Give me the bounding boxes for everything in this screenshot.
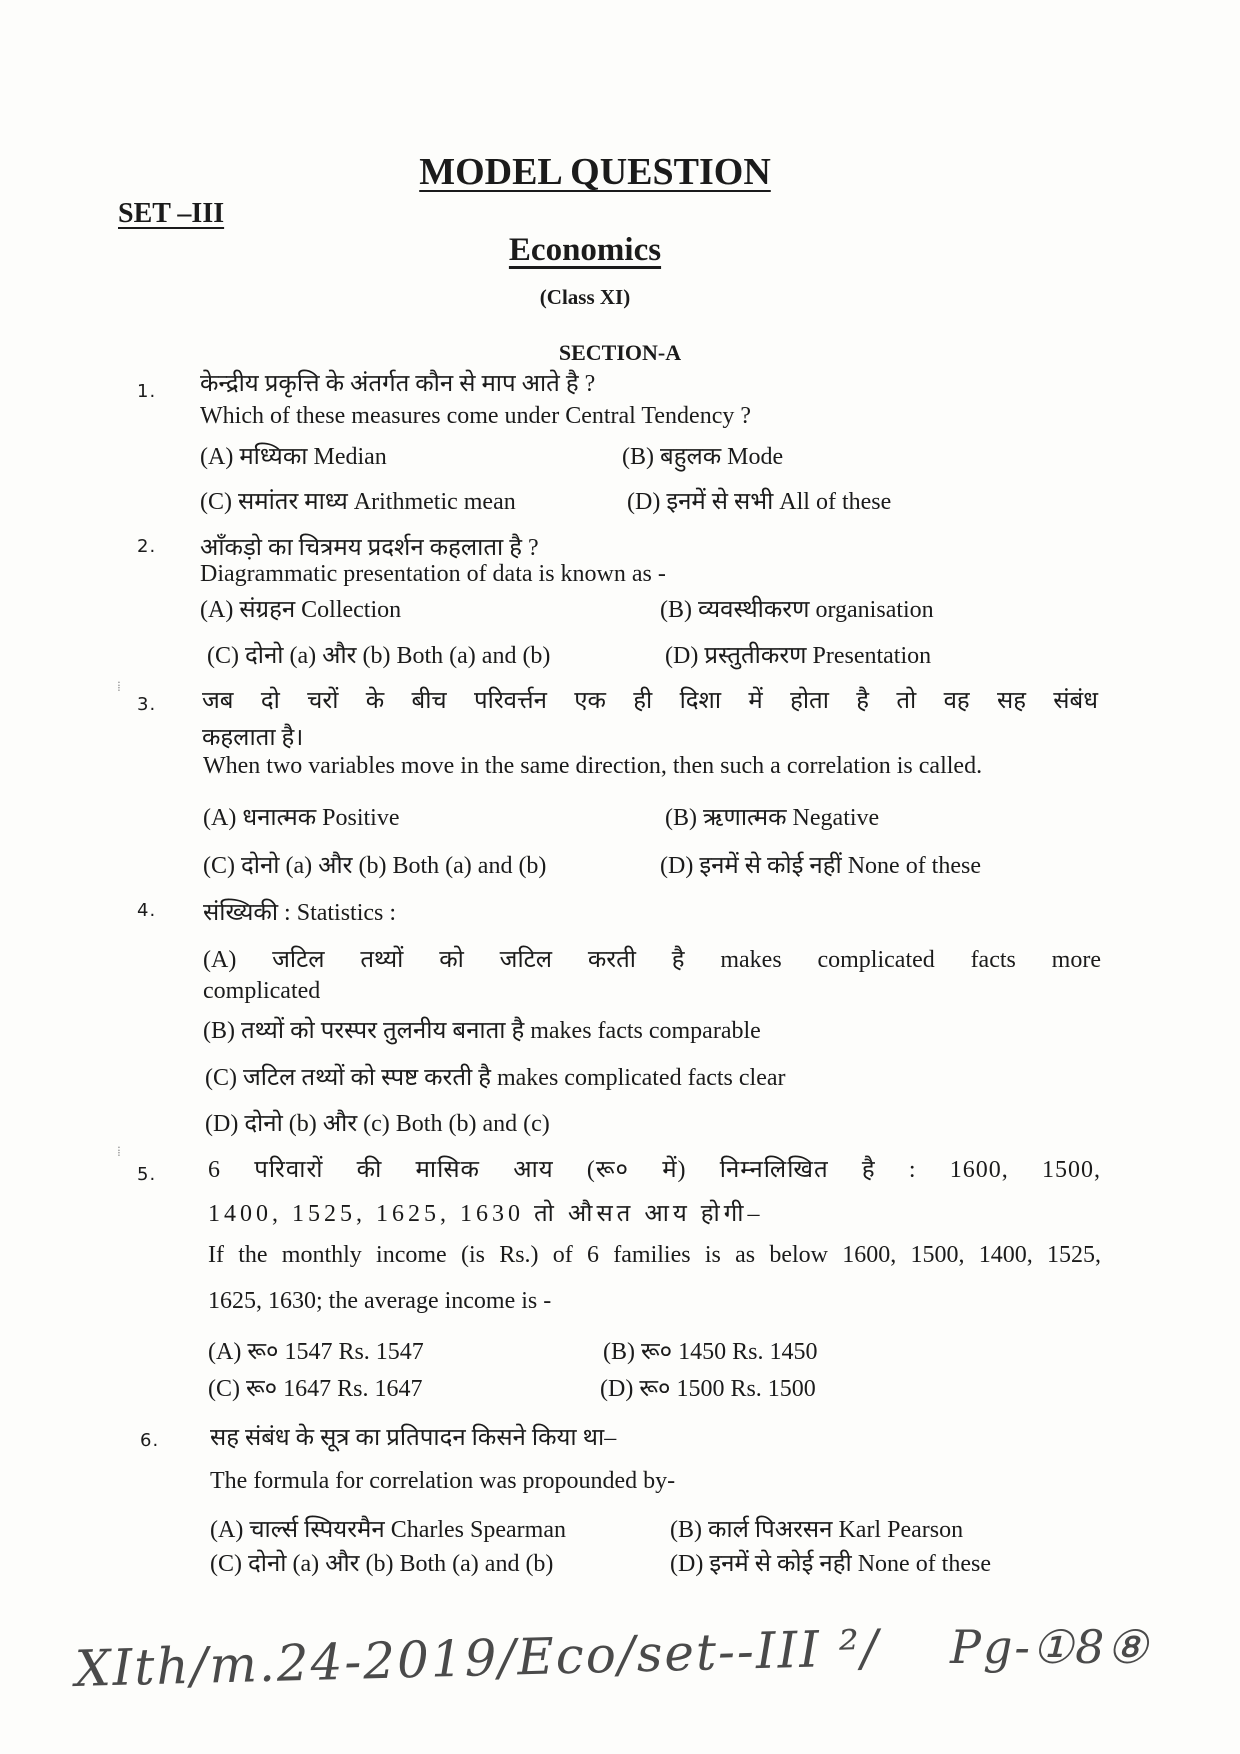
option-a: (A) मध्यिका Median — [200, 444, 387, 470]
question-number: 3. — [137, 694, 157, 715]
question-stem: संख्यिकी : Statistics : — [203, 900, 397, 926]
question-number: 1. — [137, 381, 157, 402]
option-b: (B) ऋणात्मक Negative — [665, 805, 880, 831]
option-d: (D) इनमें से सभी All of these — [627, 489, 892, 515]
question-english: When two variables move in the same direction, then such a correlation is called. — [203, 753, 983, 779]
option-d: (D) दोनो (b) और (c) Both (b) and (c) — [205, 1111, 550, 1137]
question-number: 2. — [137, 536, 157, 557]
option-b: (B) बहुलक Mode — [622, 444, 784, 470]
scan-mark: ⁞ — [117, 1145, 121, 1160]
option-c: (C) दोनो (a) और (b) Both (a) and (b) — [210, 1551, 554, 1577]
option-c: (C) जटिल तथ्यों को स्पष्ट करती है makes complicated facts clear — [205, 1065, 786, 1091]
scan-mark: ⁞ — [117, 680, 121, 695]
option-b: (B) तथ्यों को परस्पर तुलनीय बनाता है makes facts comparable — [203, 1018, 761, 1044]
set-label: SET –III — [118, 198, 225, 229]
question-english: Which of these measures come under Central Tendency ? — [200, 403, 751, 429]
section-heading: SECTION-A — [558, 340, 682, 365]
question-hindi-line-1: 6 परिवारों की मासिक आय (रू० में) निम्नलिखित है : 1600, 1500, — [208, 1157, 1101, 1183]
option-a: (A) रू० 1547 Rs. 1547 — [208, 1339, 424, 1365]
question-number: 6. — [140, 1430, 160, 1451]
option-d: (D) इनमें से कोई नही None of these — [670, 1551, 991, 1577]
subject-title: Economics — [508, 232, 662, 268]
option-b: (B) व्यवस्थीकरण organisation — [660, 597, 934, 623]
option-d: (D) रू० 1500 Rs. 1500 — [600, 1376, 816, 1402]
question-hindi: केन्द्रीय प्रकृत्ति के अंतर्गत कौन से माप आते है ? — [200, 371, 596, 397]
option-c: (C) रू० 1647 Rs. 1647 — [208, 1376, 423, 1402]
option-b: (B) कार्ल पिअरसन Karl Pearson — [670, 1517, 964, 1543]
page-title: MODEL QUESTION — [419, 151, 771, 193]
option-c: (C) दोनो (a) और (b) Both (a) and (b) — [203, 853, 547, 879]
question-english: Diagrammatic presentation of data is known as - — [200, 561, 666, 587]
handwritten-code: XIth/m.24-2019/Eco/set--III ²/ — [74, 1618, 881, 1698]
question-hindi-line-2: कहलाता है। — [202, 725, 304, 751]
option-d: (D) प्रस्तुतीकरण Presentation — [665, 643, 932, 669]
option-d: (D) इनमें से कोई नहीं None of these — [660, 853, 981, 879]
handwritten-page-number: Pg-①8⑧ — [950, 1620, 1150, 1674]
question-hindi: सह संबंध के सूत्र का प्रतिपादन किसने किया था– — [210, 1425, 617, 1451]
question-number: 4. — [137, 900, 157, 921]
option-a: (A) धनात्मक Positive — [203, 805, 400, 831]
option-c: (C) समांतर माध्य Arithmetic mean — [200, 489, 516, 515]
question-english-line-1: If the monthly income (is Rs.) of 6 families is as below 1600, 1500, 1400, 1525, — [208, 1242, 1101, 1268]
question-hindi-line-2: 1400, 1525, 1625, 1630 तो औसत आय होगी– — [208, 1201, 764, 1227]
question-number: 5. — [137, 1164, 157, 1185]
option-a: (A) चार्ल्स स्पियरमैन Charles Spearman — [210, 1517, 566, 1543]
question-english: The formula for correlation was propounded by- — [210, 1468, 676, 1494]
option-a: (A) संग्रहन Collection — [200, 597, 402, 623]
question-hindi: आँकड़ो का चित्रमय प्रदर्शन कहलाता है ? — [200, 535, 539, 561]
question-hindi-line-1: जब दो चरों के बीच परिवर्त्तन एक ही दिशा में होता है तो वह सह संबंध — [202, 688, 1098, 714]
option-a-line-1: (A) जटिल तथ्यों को जटिल करती है makes complicated facts more — [203, 947, 1101, 973]
option-b: (B) रू० 1450 Rs. 1450 — [603, 1339, 818, 1365]
option-a-line-2: complicated — [203, 978, 321, 1004]
question-english-line-2: 1625, 1630; the average income is - — [208, 1288, 552, 1314]
option-c: (C) दोनो (a) और (b) Both (a) and (b) — [207, 643, 551, 669]
class-label: (Class XI) — [539, 285, 631, 309]
